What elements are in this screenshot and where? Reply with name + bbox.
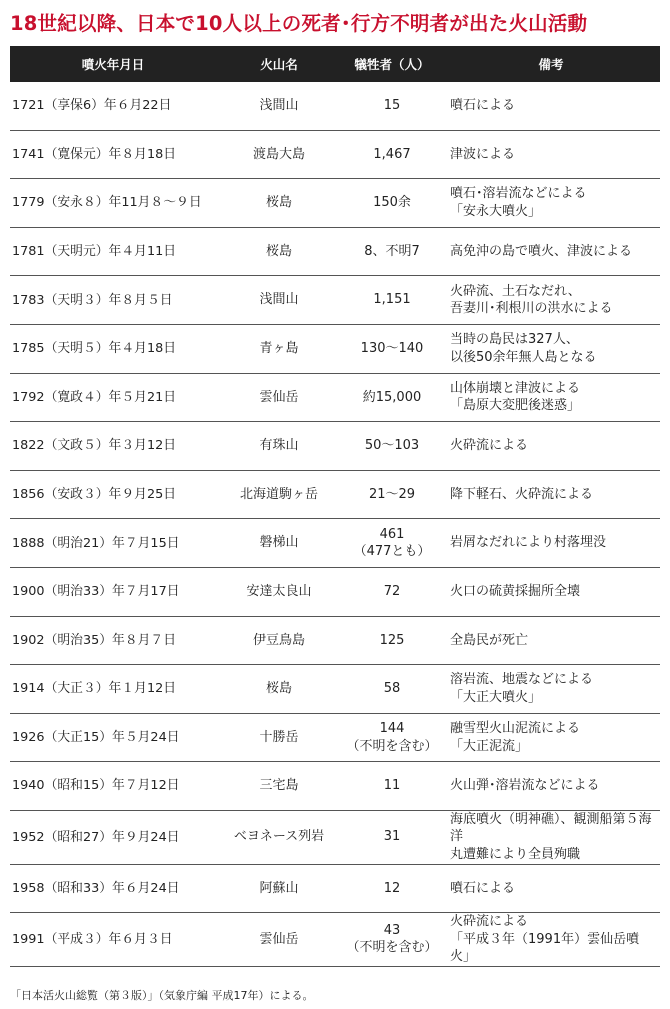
cell-victims: 8、不明7 [342, 227, 442, 276]
cell-volcano: 安達太良山 [216, 567, 342, 616]
volcano-table [10, 46, 660, 967]
header-date: 噴火年月日 [10, 46, 216, 82]
table-row [10, 276, 660, 325]
cell-victims: 461 （477とも） [342, 519, 442, 568]
page-title: 18世紀以降、日本で10人以上の死者･行方不明者が出た火山活動 [10, 12, 588, 35]
cell-volcano: ベヨネース列岩 [216, 810, 342, 864]
cell-note: 火口の硫黄採掘所全壊 [442, 567, 660, 616]
cell-date: 1914（大正３）年１月12日 [10, 665, 216, 714]
table-row [10, 762, 660, 811]
table-row [10, 913, 660, 967]
table-row [10, 324, 660, 373]
cell-volcano: 雲仙岳 [216, 913, 342, 967]
table-row [10, 82, 660, 130]
cell-volcano: 磐梯山 [216, 519, 342, 568]
header-note: 備考 [442, 46, 660, 82]
cell-volcano: 伊豆鳥島 [216, 616, 342, 665]
cell-victims: 15 [342, 82, 442, 130]
table-row [10, 227, 660, 276]
cell-date: 1952（昭和27）年９月24日 [10, 810, 216, 864]
cell-note: 高免沖の島で噴火、津波による [442, 227, 660, 276]
table-row [10, 470, 660, 519]
cell-note: 噴石による [442, 864, 660, 913]
table-header-row [10, 46, 660, 82]
cell-note: 噴石による [442, 82, 660, 130]
cell-volcano: 北海道駒ヶ岳 [216, 470, 342, 519]
cell-note: 火砕流、土石なだれ、 吾妻川･利根川の洪水による [442, 276, 660, 325]
cell-note: 火砕流による [442, 422, 660, 471]
cell-note: 溶岩流、地震などによる 「大正大噴火」 [442, 665, 660, 714]
cell-volcano: 青ヶ島 [216, 324, 342, 373]
cell-date: 1721（享保6）年６月22日 [10, 82, 216, 130]
cell-victims: 43 （不明を含む） [342, 913, 442, 967]
table-body [10, 82, 660, 966]
table-row [10, 130, 660, 179]
cell-note: 津波による [442, 130, 660, 179]
table-row [10, 616, 660, 665]
cell-volcano: 三宅島 [216, 762, 342, 811]
cell-date: 1779（安永８）年11月８～９日 [10, 179, 216, 228]
cell-victims: 21～29 [342, 470, 442, 519]
cell-victims: 約15,000 [342, 373, 442, 422]
cell-victims: 31 [342, 810, 442, 864]
table-row [10, 373, 660, 422]
cell-note: 火砕流による 「平成３年（1991年）雲仙岳噴火」 [442, 913, 660, 967]
cell-victims: 130～140 [342, 324, 442, 373]
cell-volcano: 阿蘇山 [216, 864, 342, 913]
cell-victims: 144 （不明を含む） [342, 713, 442, 762]
cell-date: 1926（大正15）年５月24日 [10, 713, 216, 762]
cell-victims: 1,151 [342, 276, 442, 325]
cell-victims: 50～103 [342, 422, 442, 471]
cell-victims: 125 [342, 616, 442, 665]
cell-volcano: 浅間山 [216, 276, 342, 325]
cell-volcano: 桜島 [216, 227, 342, 276]
table-row [10, 179, 660, 228]
cell-date: 1783（天明３）年８月５日 [10, 276, 216, 325]
header-victims: 犠牲者（人） [342, 46, 442, 82]
cell-note: 融雪型火山泥流による 「大正泥流」 [442, 713, 660, 762]
cell-date: 1856（安政３）年９月25日 [10, 470, 216, 519]
cell-date: 1785（天明５）年４月18日 [10, 324, 216, 373]
cell-note: 火山弾･溶岩流などによる [442, 762, 660, 811]
table-row [10, 665, 660, 714]
table-row [10, 864, 660, 913]
cell-victims: 12 [342, 864, 442, 913]
table-row [10, 810, 660, 864]
cell-date: 1888（明治21）年７月15日 [10, 519, 216, 568]
table-row [10, 713, 660, 762]
cell-date: 1991（平成３）年６月３日 [10, 913, 216, 967]
cell-victims: 72 [342, 567, 442, 616]
cell-date: 1792（寛政４）年５月21日 [10, 373, 216, 422]
cell-date: 1940（昭和15）年７月12日 [10, 762, 216, 811]
cell-volcano: 雲仙岳 [216, 373, 342, 422]
cell-date: 1958（昭和33）年６月24日 [10, 864, 216, 913]
cell-note: 全島民が死亡 [442, 616, 660, 665]
cell-volcano: 有珠山 [216, 422, 342, 471]
cell-victims: 1,467 [342, 130, 442, 179]
cell-volcano: 渡島大島 [216, 130, 342, 179]
cell-note: 当時の島民は327人、 以後50余年無人島となる [442, 324, 660, 373]
table-row [10, 422, 660, 471]
cell-volcano: 桜島 [216, 179, 342, 228]
cell-volcano: 十勝岳 [216, 713, 342, 762]
cell-note: 降下軽石、火砕流による [442, 470, 660, 519]
cell-volcano: 桜島 [216, 665, 342, 714]
header-volcano: 火山名 [216, 46, 342, 82]
cell-date: 1781（天明元）年４月11日 [10, 227, 216, 276]
cell-note: 山体崩壊と津波による 「島原大変肥後迷惑」 [442, 373, 660, 422]
cell-victims: 11 [342, 762, 442, 811]
footnote: 「日本活火山総覧（第３版）」（気象庁編 平成17年）による。 [10, 989, 314, 1002]
cell-date: 1822（文政５）年３月12日 [10, 422, 216, 471]
table-row [10, 567, 660, 616]
cell-date: 1741（寛保元）年８月18日 [10, 130, 216, 179]
cell-note: 噴石･溶岩流などによる 「安永大噴火」 [442, 179, 660, 228]
cell-victims: 58 [342, 665, 442, 714]
cell-victims: 150余 [342, 179, 442, 228]
table-row [10, 519, 660, 568]
cell-note: 岩屑なだれにより村落埋没 [442, 519, 660, 568]
cell-volcano: 浅間山 [216, 82, 342, 130]
cell-date: 1900（明治33）年７月17日 [10, 567, 216, 616]
cell-note: 海底噴火（明神礁）、観測船第５海洋 丸遭難により全員殉職 [442, 810, 660, 864]
cell-date: 1902（明治35）年８月７日 [10, 616, 216, 665]
